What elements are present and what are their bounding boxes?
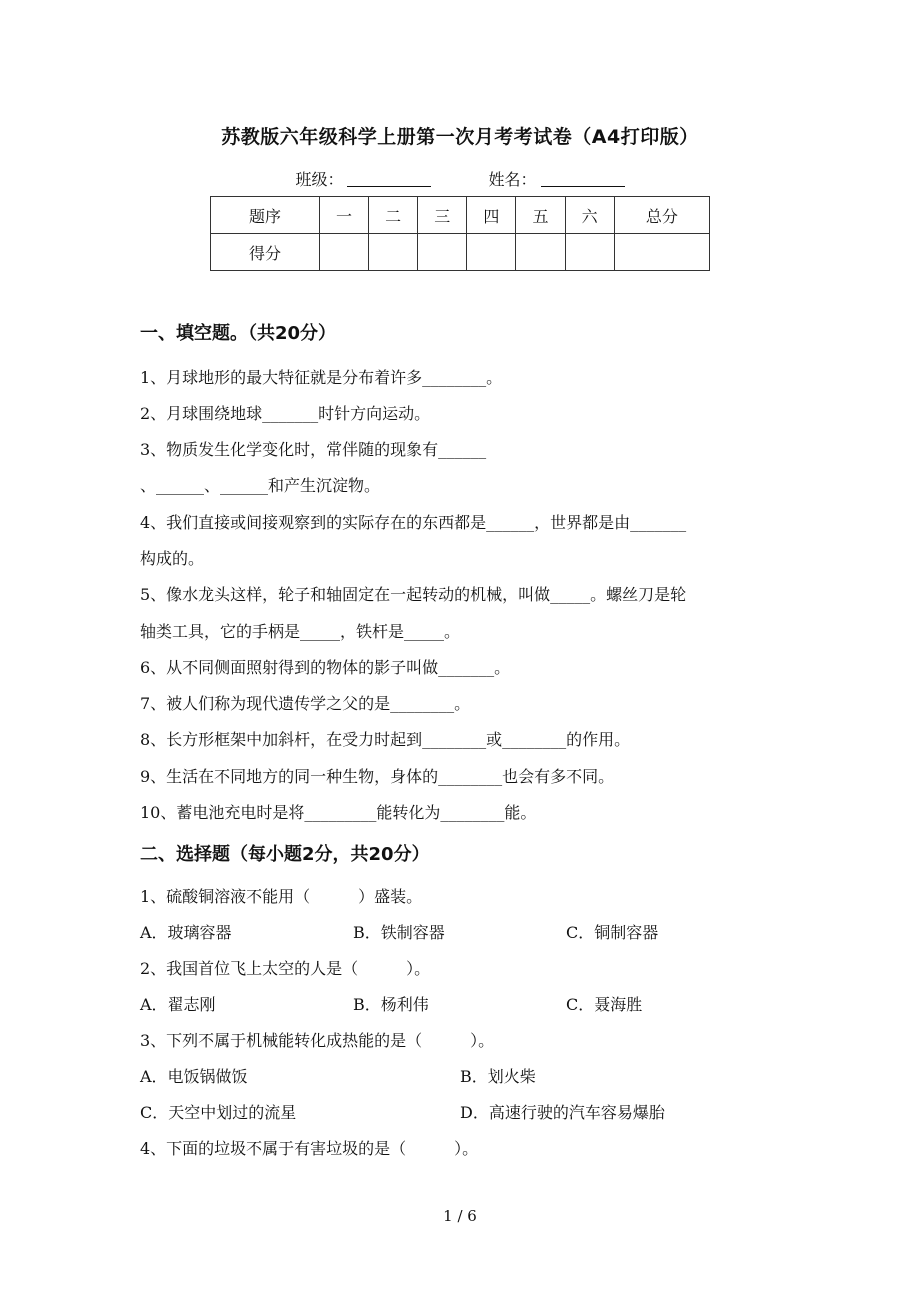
score-header-cell: 总分 <box>614 197 709 234</box>
question-stem: 3、下列不属于机械能转化成热能的是（ ）。 <box>140 1031 495 1050</box>
question-line: 9、生活在不同地方的同一种生物，身体的________也会有多不同。 <box>140 767 615 786</box>
score-header-cell: 五 <box>516 197 565 234</box>
score-header-cell: 二 <box>369 197 418 234</box>
score-cell[interactable] <box>467 234 516 271</box>
score-header-cell: 六 <box>565 197 614 234</box>
page-title: 苏教版六年级科学上册第一次月考考试卷（A4打印版） <box>221 126 699 148</box>
question-line: 7、被人们称为现代遗传学之父的是________。 <box>140 694 471 713</box>
class-field <box>295 167 431 190</box>
question-stem: 2、我国首位飞上太空的人是（ ）。 <box>140 959 431 978</box>
score-cell[interactable] <box>614 234 709 271</box>
question-stem: 4、下面的垃圾不属于有害垃圾的是（ ）。 <box>140 1139 479 1158</box>
section1-heading: 一、填空题。（共20分） <box>140 323 337 344</box>
section2-heading: 二、选择题（每小题2分，共20分） <box>140 844 430 865</box>
class-blank[interactable] <box>347 170 431 187</box>
choice-c[interactable]: C．铜制容器 <box>566 923 659 942</box>
score-cell[interactable] <box>369 234 418 271</box>
question-line: 4、我们直接或间接观察到的实际存在的东西都是______，世界都是由_______ <box>140 513 687 532</box>
name-blank[interactable] <box>541 170 625 187</box>
question-line: 8、长方形框架中加斜杆，在受力时起到________或________的作用。 <box>140 730 631 749</box>
score-cell[interactable] <box>516 234 565 271</box>
question-line: 3、物质发生化学变化时，常伴随的现象有______ <box>140 440 487 459</box>
choice-b[interactable]: B．杨利伟 <box>353 995 429 1014</box>
choice-c[interactable]: C．聂海胜 <box>566 995 643 1014</box>
choice-c[interactable]: C．天空中划过的流星 <box>140 1103 297 1122</box>
name-field <box>489 167 625 190</box>
student-info <box>0 167 920 190</box>
question-line: 5、像水龙头这样，轮子和轴固定在一起转动的机械，叫做_____。螺丝刀是轮 <box>140 585 687 604</box>
score-cell[interactable] <box>418 234 467 271</box>
question-line: 2、月球围绕地球_______时针方向运动。 <box>140 404 431 423</box>
choice-d[interactable]: D．高速行驶的汽车容易爆胎 <box>460 1103 665 1122</box>
question-line: 、______、______和产生沉淀物。 <box>140 476 381 495</box>
choice-a[interactable]: A．电饭锅做饭 <box>140 1067 248 1086</box>
score-table <box>210 196 710 271</box>
score-cell[interactable] <box>320 234 369 271</box>
question-line: 构成的。 <box>140 549 205 568</box>
name-label: 姓名： <box>488 170 537 189</box>
score-header-cell: 题序 <box>211 197 320 234</box>
question-line: 1、月球地形的最大特征就是分布着许多________。 <box>140 368 503 387</box>
question-stem: 1、硫酸铜溶液不能用（ ）盛装。 <box>140 887 423 906</box>
question-line: 6、从不同侧面照射得到的物体的影子叫做_______。 <box>140 658 511 677</box>
question-line: 轴类工具，它的手柄是_____，铁杆是_____。 <box>140 622 461 641</box>
score-header-cell: 三 <box>418 197 467 234</box>
question-line: 10、蓄电池充电时是将_________能转化为________能。 <box>140 803 537 822</box>
page-number: 1 / 6 <box>443 1207 477 1225</box>
score-header-cell: 四 <box>467 197 516 234</box>
choice-b[interactable]: B．铁制容器 <box>353 923 445 942</box>
score-row-label: 得分 <box>211 234 320 271</box>
choice-a[interactable]: A．玻璃容器 <box>140 923 232 942</box>
score-header-cell: 一 <box>320 197 369 234</box>
choice-a[interactable]: A．翟志刚 <box>140 995 216 1014</box>
score-cell[interactable] <box>565 234 614 271</box>
score-header-row <box>211 197 710 234</box>
score-value-row <box>211 234 710 271</box>
class-label: 班级： <box>295 170 344 189</box>
choice-b[interactable]: B．划火柴 <box>460 1067 536 1086</box>
